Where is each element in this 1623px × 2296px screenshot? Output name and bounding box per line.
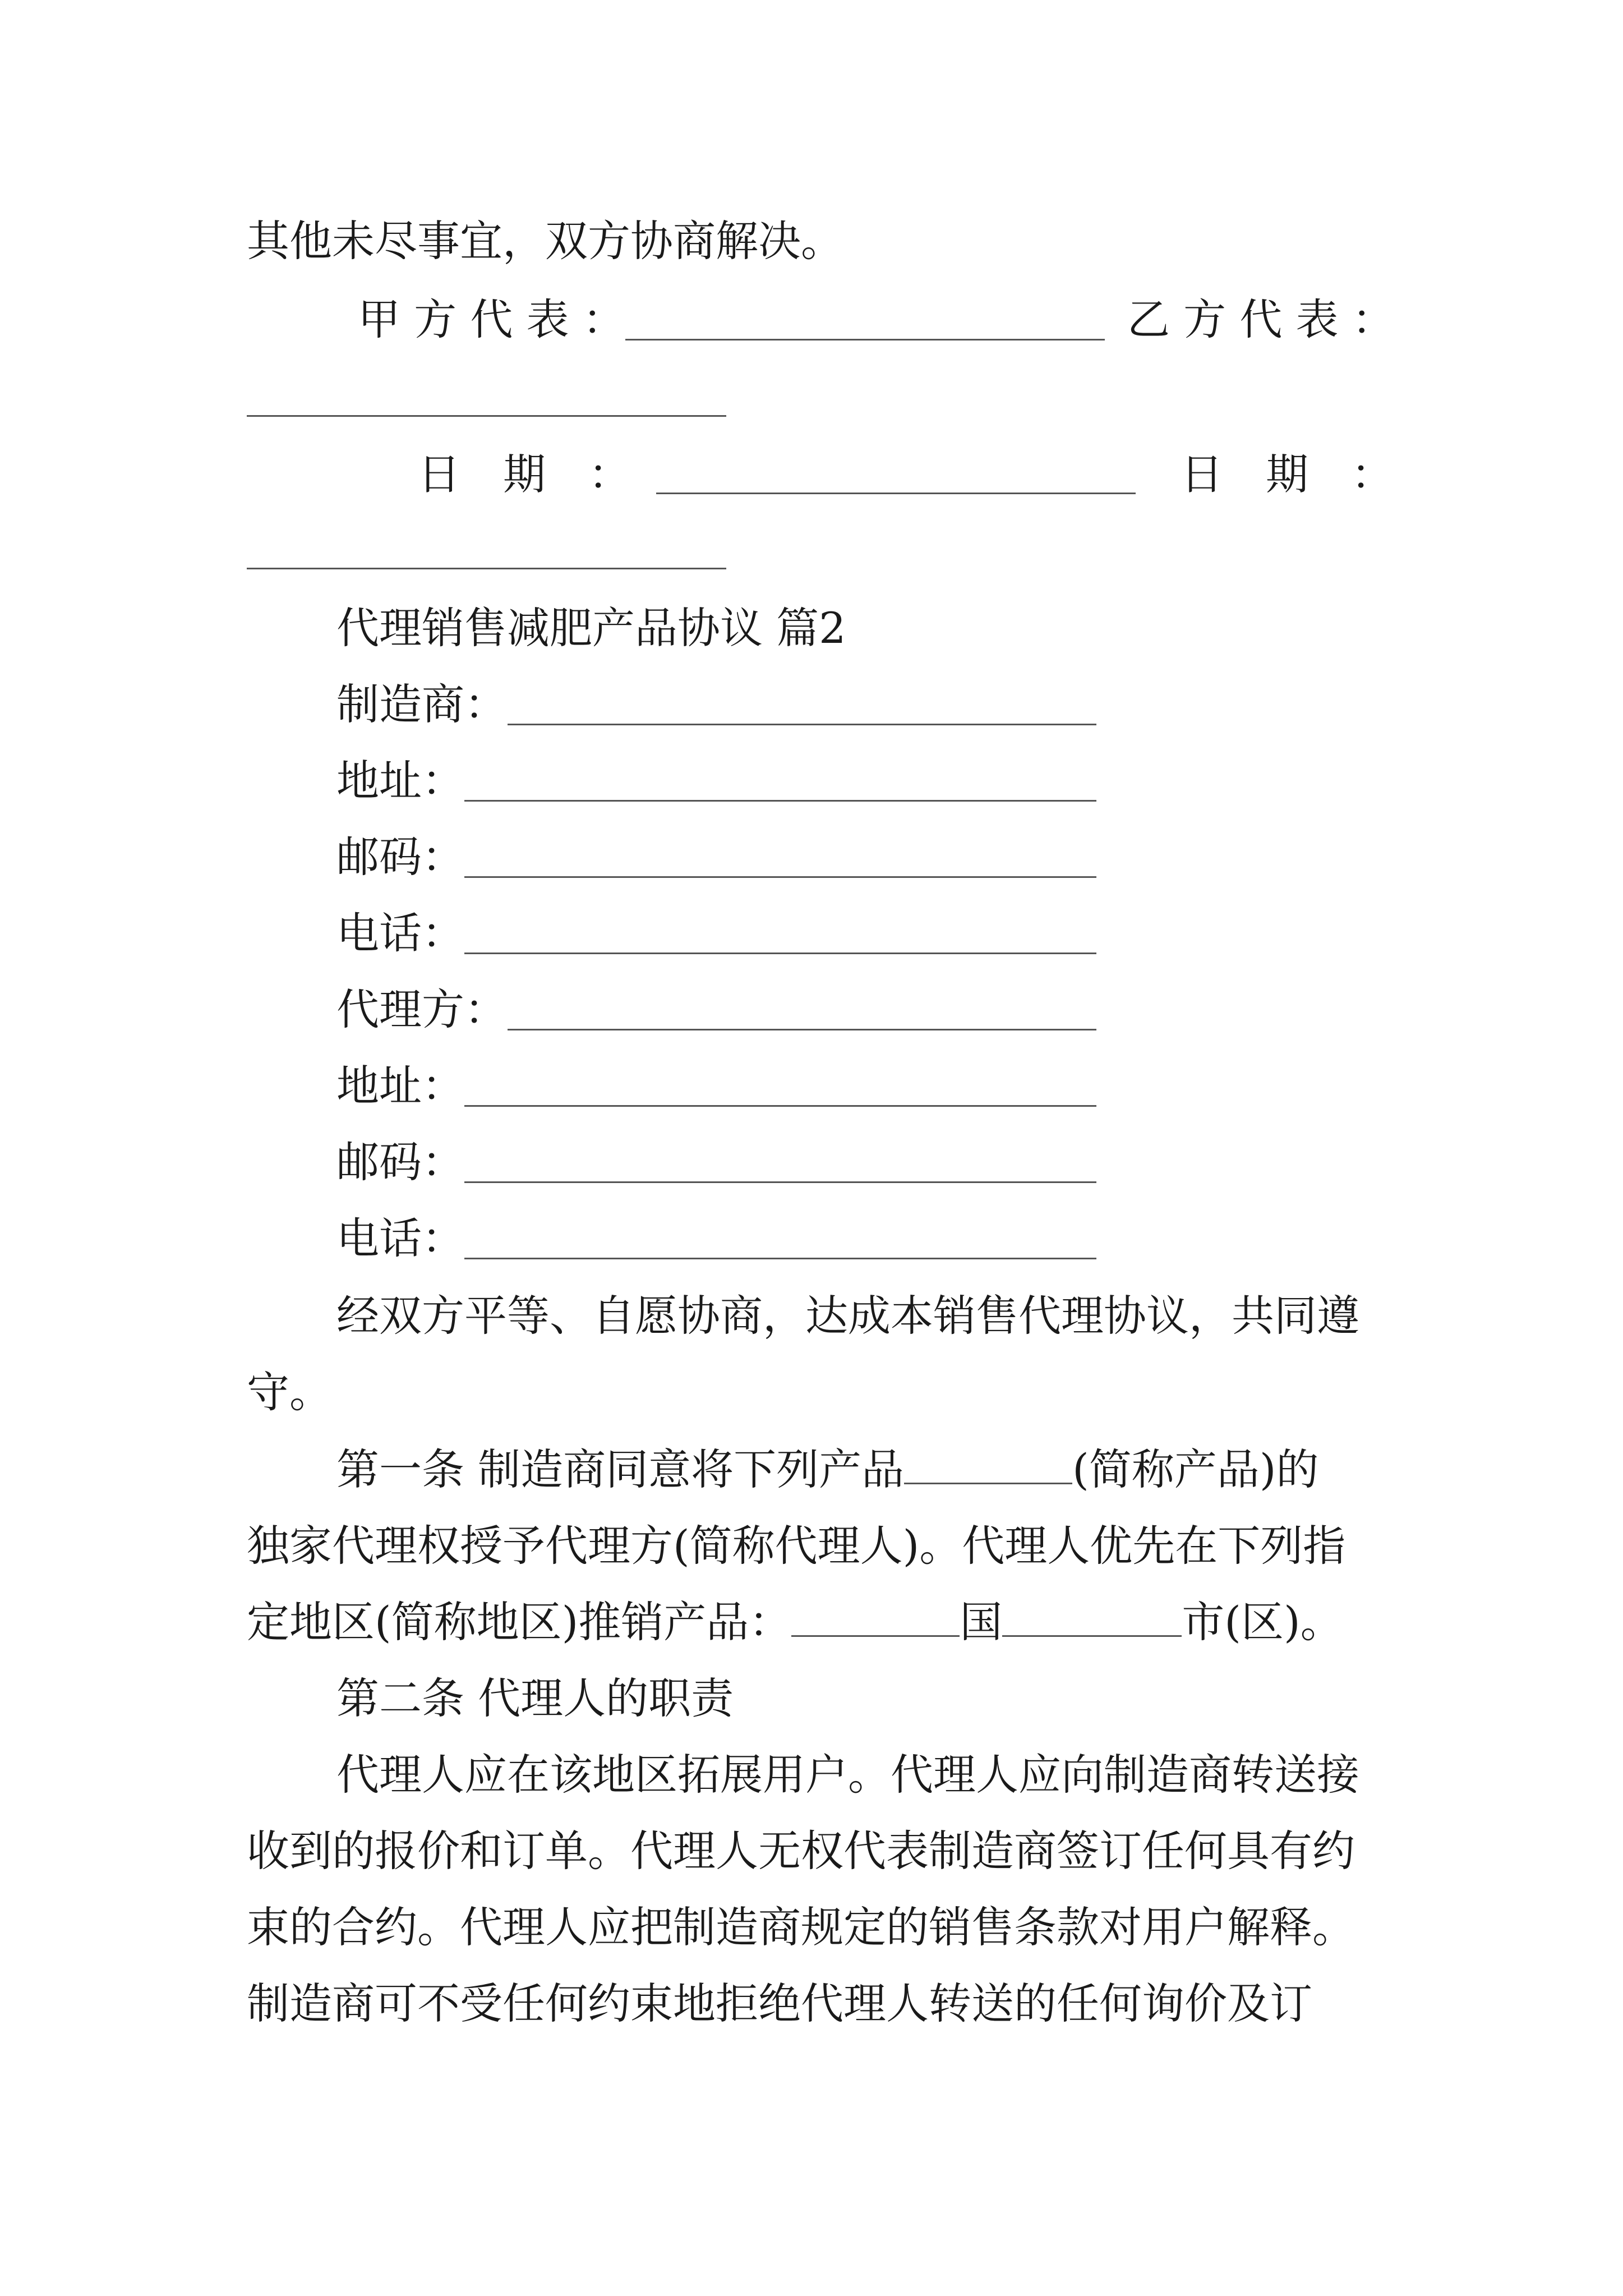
date-label-b: 日 期 ： [1181, 449, 1394, 499]
article-1-text-e: 市(区)。 [1182, 1597, 1343, 1647]
address-blank-2 [464, 1105, 1096, 1107]
phone-label-2: 电话： [336, 1213, 464, 1263]
article-1-line-2: 独家代理权授予代理方(简称代理人)。代理人优先在下列指 [247, 1521, 1346, 1571]
party-b-rep-label: 乙 方 代 表 ： [1127, 295, 1395, 344]
article-1-text-c: 定地区(简称地区)推销产品： [247, 1597, 792, 1647]
postcode-label-1: 邮码： [336, 832, 464, 882]
agent-blank [508, 1029, 1096, 1030]
postcode-blank-1 [464, 876, 1096, 878]
postcode-blank-2 [464, 1181, 1096, 1183]
article-2-title: 第二条 代理人的职责 [336, 1673, 734, 1723]
postcode-label-2: 邮码： [336, 1137, 464, 1187]
phone-blank-1 [464, 953, 1096, 954]
manufacturer-label: 制造商： [336, 679, 507, 729]
manufacturer-blank [508, 724, 1096, 725]
party-a-rep-label: 甲 方 代 表 ： [358, 295, 625, 344]
article-1-text-b: (简称产品)的 [1072, 1444, 1319, 1494]
phone-blank-2 [464, 1258, 1096, 1259]
party-b-rep-blank [247, 415, 726, 417]
city-blank [1002, 1602, 1182, 1637]
party-a-rep-blank [625, 339, 1105, 341]
closing-line: 其他未尽事宜，双方协商解决。 [247, 216, 843, 266]
article-1-text-a: 第一条 制造商同意将下列产品 [336, 1444, 905, 1494]
country-blank [791, 1602, 960, 1637]
article-2-line-3: 束的合约。代理人应把制造商规定的销售条款对用户解释。 [247, 1902, 1355, 1952]
preamble-line-1: 经双方平等、自愿协商，达成本销售代理协议，共同遵 [336, 1291, 1359, 1341]
article-2-line-1: 代理人应在该地区拓展用户。代理人应向制造商转送接 [336, 1750, 1359, 1800]
article-1-line-3 [247, 1597, 1343, 1647]
address-label-1: 地址： [336, 756, 464, 806]
date-a-blank [656, 493, 1136, 494]
article-2-line-4: 制造商可不受任何约束地拒绝代理人转送的任何询价及订 [247, 1978, 1312, 2028]
section-title: 代理销售减肥产品协议 篇2 [336, 603, 846, 653]
date-label-a: 日 期 ： [418, 449, 631, 499]
article-1-line-1 [336, 1444, 1319, 1494]
phone-label-1: 电话： [336, 908, 464, 958]
date-b-blank [247, 568, 726, 569]
product-blank [904, 1449, 1072, 1484]
address-label-2: 地址： [336, 1061, 464, 1111]
address-blank-1 [464, 800, 1096, 802]
agent-label: 代理方： [336, 984, 507, 1034]
article-2-line-2: 收到的报价和订单。代理人无权代表制造商签订任何具有约 [247, 1826, 1355, 1876]
preamble-line-2: 守。 [247, 1367, 332, 1417]
article-1-text-d: 国 [960, 1597, 1003, 1647]
